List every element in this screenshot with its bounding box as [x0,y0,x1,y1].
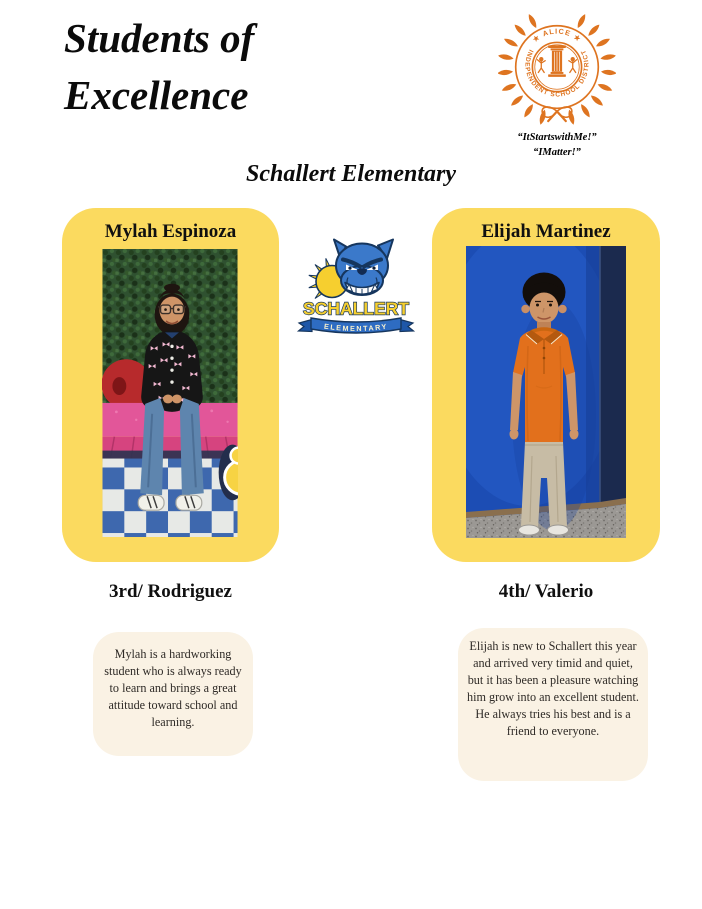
student-card-mylah [62,208,279,562]
page-subtitle: Schallert Elementary [246,161,456,187]
district-seal [494,10,620,160]
page-title [64,10,254,124]
seal-top-text: ★ ALICE ★ [530,26,584,44]
student-description-text: Mylah is a hardworking student who is always ready to learn and brings a great attitude toward school and learning. [104,647,242,729]
school-logo [296,229,416,341]
dark-wall-panel [600,246,626,502]
student-photo-mylah [102,249,238,537]
title-line-1: Students of [64,15,255,61]
student-card-elijah [432,208,660,562]
student-description-text: Elijah is new to Schallert this year and arrived very timid and quiet, but it has been a pleasure watching him grow into an excellent student. He always tries his best and is a friend to everyone. [467,639,639,738]
district-seal-icon [498,10,616,130]
grade-teacher-label-mylah: 3rd/ Rodriguez [109,581,232,602]
student-name: Elijah Martinez [481,221,611,242]
student-photo-elijah [466,246,626,538]
checkered-floor [102,459,237,537]
seal-motto-2: “IMatter!” [533,147,581,158]
title-line-2: Excellence [64,72,249,118]
student-description-mylah [93,632,253,756]
school-level-ribbon [299,318,414,333]
school-name-text: SCHALLERT [303,298,409,319]
seal-ring-text: INDEPENDENT SCHOOL DISTRICT [523,48,591,99]
boy-standing-photo-illustration [466,246,626,538]
grade-teacher-label-elijah: 4th/ Valerio [498,581,594,602]
school-level-text: ELEMENTARY [323,321,389,334]
bulldog-mascot-icon [296,229,416,341]
student-name: Mylah Espinoza [104,221,237,242]
column-and-children-icon [537,45,576,76]
seal-motto-1: “ItStartswithMe!” [517,132,597,143]
bulldog-head-icon [334,240,393,296]
girl-seated-photo-illustration [102,249,238,537]
student-description-elijah [458,628,648,781]
